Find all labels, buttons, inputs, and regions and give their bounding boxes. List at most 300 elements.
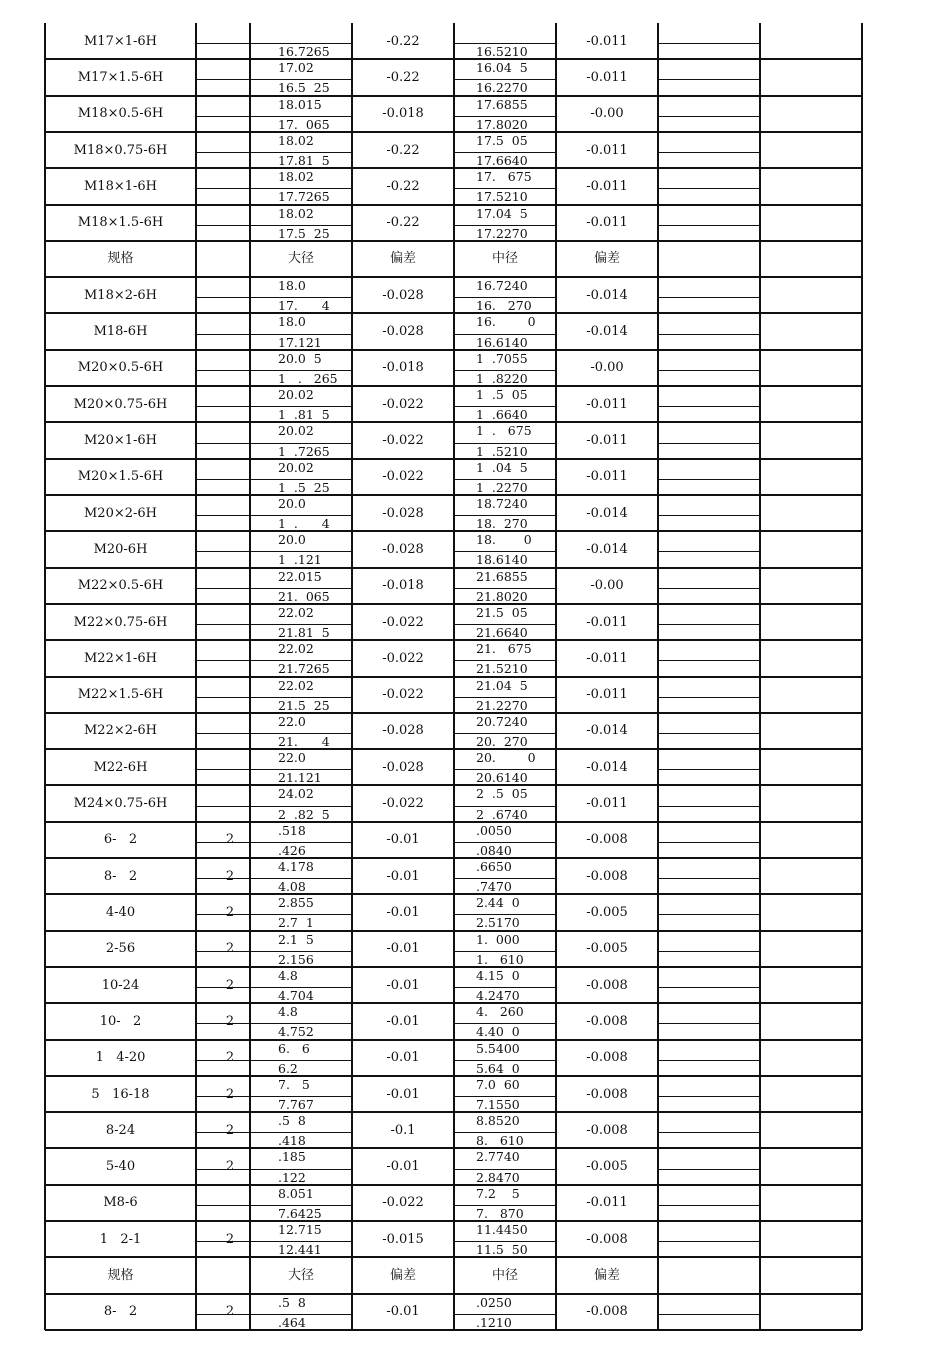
major-diameter-upper: 2.855 <box>278 895 314 911</box>
cell-midline <box>658 443 760 444</box>
spec-label: M22×1-6H <box>83 650 158 666</box>
pitch-deviation: -0.008 <box>586 977 628 993</box>
major-diameter-lower: 12.441 <box>278 1242 322 1258</box>
spec-label: M22-6H <box>93 759 148 775</box>
major-deviation: -0.018 <box>382 360 424 376</box>
cell-midline <box>658 1023 760 1024</box>
major-deviation: -0.018 <box>382 578 424 594</box>
pitch-deviation: -0.014 <box>586 541 628 557</box>
pitch-diameter-upper: 17.5 05 <box>476 132 528 148</box>
pitch-diameter-lower: 18.6140 <box>476 552 528 568</box>
major-diameter-upper: 22.015 <box>278 568 322 584</box>
pitch-diameter-lower: 21.6640 <box>476 625 528 641</box>
spec-label: M18×2-6H <box>83 287 158 303</box>
cell-midline <box>658 697 760 698</box>
cell-midline <box>658 188 760 189</box>
spec-label: M20×0.5-6H <box>77 360 164 376</box>
pitch-diameter-lower: 21.8020 <box>476 588 528 604</box>
pitch-diameter-lower: .0840 <box>476 842 512 858</box>
cell-midline <box>658 79 760 80</box>
pitch-diameter-lower: .1210 <box>476 1314 512 1330</box>
major-diameter-upper: 2.1 5 <box>278 931 314 947</box>
spec-label: 5 16-18 <box>91 1086 150 1102</box>
header-pitch: 中径 <box>491 1268 518 1284</box>
pitch-diameter-lower: 17.5210 <box>476 189 528 205</box>
class-digit: 2 <box>225 1086 235 1102</box>
major-diameter-upper: 18.015 <box>278 96 322 112</box>
spec-label: 10- 2 <box>99 1013 142 1029</box>
pitch-deviation: -0.011 <box>586 178 628 194</box>
major-diameter-lower: 21.81 5 <box>278 625 330 641</box>
major-deviation: -0.028 <box>382 723 424 739</box>
pitch-deviation: -0.011 <box>586 469 628 485</box>
major-diameter-lower: 1 . 265 <box>278 370 338 386</box>
major-deviation: -0.22 <box>386 33 420 49</box>
major-diameter-upper: 20.02 <box>278 423 314 439</box>
pitch-deviation: -0.00 <box>590 106 624 122</box>
pitch-diameter-lower: 16.5210 <box>476 44 528 60</box>
major-diameter-upper: 8.051 <box>278 1185 314 1201</box>
pitch-diameter-upper: 1 .5 05 <box>476 387 528 403</box>
pitch-diameter-lower: 7. 870 <box>476 1205 524 1221</box>
pitch-diameter-upper: 4.15 0 <box>476 967 520 983</box>
spec-label: 10-24 <box>101 977 140 993</box>
pitch-diameter-upper: 2.7740 <box>476 1149 520 1165</box>
major-diameter-lower: 4.752 <box>278 1024 314 1040</box>
pitch-deviation: -0.008 <box>586 1086 628 1102</box>
spec-label: M20×1-6H <box>83 433 158 448</box>
cell-midline <box>658 1060 760 1061</box>
cell-midline <box>658 334 760 335</box>
major-deviation: -0.22 <box>386 178 420 194</box>
major-diameter-lower: .418 <box>278 1133 306 1149</box>
pitch-diameter-lower: 2.5170 <box>476 915 520 931</box>
pitch-diameter-lower: 1. 610 <box>476 951 524 967</box>
cell-midline <box>196 334 352 335</box>
pitch-diameter-upper: .0050 <box>476 822 512 838</box>
pitch-deviation: -0.011 <box>586 796 628 812</box>
major-diameter-upper: .518 <box>278 822 306 838</box>
major-deviation: -0.01 <box>386 1304 420 1320</box>
pitch-diameter-lower: 16. 270 <box>476 298 532 314</box>
spec-label: 8- 2 <box>103 868 138 884</box>
major-diameter-upper: 22.02 <box>278 677 314 693</box>
pitch-deviation: -0.014 <box>586 723 628 739</box>
pitch-deviation: -0.008 <box>586 1304 628 1320</box>
major-diameter-lower: .122 <box>278 1169 306 1185</box>
pitch-diameter-lower: 1 .6640 <box>476 407 528 423</box>
spec-label: 2-56 <box>105 941 136 957</box>
cell-midline <box>196 951 352 952</box>
major-deviation: -0.022 <box>382 650 424 666</box>
major-diameter-lower: 2.156 <box>278 951 314 967</box>
spec-label: M20×2-6H <box>83 505 158 521</box>
spec-label: 1 4-20 <box>95 1050 146 1066</box>
pitch-deviation: -0.014 <box>586 505 628 521</box>
pitch-deviation: -0.005 <box>586 904 628 920</box>
pitch-diameter-upper: 2.44 0 <box>476 895 520 911</box>
pitch-diameter-upper: 7.0 60 <box>476 1076 520 1092</box>
cell-midline <box>196 1205 352 1206</box>
major-diameter-lower: 2 .82 5 <box>278 806 330 822</box>
cell-midline <box>196 1096 352 1097</box>
cell-midline <box>658 914 760 915</box>
pitch-deviation: -0.011 <box>586 687 628 703</box>
major-diameter-lower: 7.767 <box>278 1097 314 1112</box>
pitch-diameter-lower: .7470 <box>476 879 512 895</box>
cell-midline <box>658 297 760 298</box>
pitch-diameter-upper: 17. 675 <box>476 169 532 185</box>
class-digit: 2 <box>225 941 235 957</box>
major-deviation: -0.022 <box>382 433 424 448</box>
class-digit: 2 <box>225 1304 235 1320</box>
major-deviation: -0.022 <box>382 396 424 412</box>
pitch-deviation: -0.011 <box>586 142 628 158</box>
major-diameter-upper: 24.02 <box>278 786 314 802</box>
major-diameter-lower: 16.5 25 <box>278 80 330 96</box>
pitch-diameter-lower: 5.64 0 <box>476 1060 520 1076</box>
pitch-deviation: -0.014 <box>586 324 628 340</box>
major-diameter-lower: .426 <box>278 842 306 858</box>
cell-midline <box>196 551 352 552</box>
class-digit: 2 <box>225 977 235 993</box>
pitch-diameter-lower: 17.6640 <box>476 153 528 169</box>
cell-midline <box>658 479 760 480</box>
major-deviation: -0.018 <box>382 106 424 122</box>
pitch-diameter-lower: 16.2270 <box>476 80 528 96</box>
major-diameter-lower: 16.7265 <box>278 44 330 60</box>
cell-midline <box>658 43 760 44</box>
spec-label: M17×1-6H <box>83 33 158 49</box>
major-diameter-upper: 20.0 <box>278 495 306 511</box>
pitch-diameter-upper: 1. 000 <box>476 931 520 947</box>
major-diameter-lower: 21. 065 <box>278 588 330 604</box>
pitch-deviation: -0.00 <box>590 360 624 376</box>
pitch-deviation: -0.014 <box>586 287 628 303</box>
header-major: 大径 <box>287 251 314 267</box>
major-diameter-lower: 4.08 <box>278 879 306 895</box>
major-diameter-upper: 7. 5 <box>278 1076 310 1092</box>
cell-midline <box>658 1241 760 1242</box>
major-deviation: -0.01 <box>386 1159 420 1175</box>
major-diameter-lower: 17.7265 <box>278 189 330 205</box>
pitch-diameter-upper: 1 . 675 <box>476 423 532 439</box>
spec-label: 6- 2 <box>103 832 138 848</box>
cell-midline <box>658 1205 760 1206</box>
major-diameter-lower: 17.121 <box>278 334 322 350</box>
major-diameter-lower: 1 . 4 <box>278 516 330 532</box>
major-diameter-upper: 22.0 <box>278 750 306 766</box>
pitch-diameter-lower: 8. 610 <box>476 1133 524 1149</box>
cell-midline <box>658 406 760 407</box>
header-major: 大径 <box>287 1268 314 1284</box>
major-diameter-upper: 18.0 <box>278 314 306 330</box>
header-major-dev: 偏差 <box>389 251 416 267</box>
cell-midline <box>658 225 760 226</box>
major-diameter-lower: 21.5 25 <box>278 697 330 713</box>
major-diameter-upper: 20.02 <box>278 459 314 475</box>
spec-label: M22×0.5-6H <box>77 578 164 594</box>
major-deviation: -0.1 <box>390 1122 416 1138</box>
pitch-diameter-lower: 4.2470 <box>476 988 520 1004</box>
major-diameter-lower: 17.5 25 <box>278 225 330 241</box>
cell-midline <box>658 842 760 843</box>
header-major-dev: 偏差 <box>389 1268 416 1284</box>
spec-label: M20×0.75-6H <box>73 396 168 412</box>
major-diameter-lower: 6.2 <box>278 1060 298 1076</box>
cell-midline <box>658 769 760 770</box>
spec-label: 8- 2 <box>103 1304 138 1320</box>
pitch-diameter-upper: 17.6855 <box>476 96 528 112</box>
pitch-deviation: -0.011 <box>586 433 628 448</box>
major-diameter-upper: 22.02 <box>278 641 314 657</box>
spec-label: M20-6H <box>93 541 148 557</box>
spec-label: M22×0.75-6H <box>73 614 168 630</box>
major-diameter-upper: 22.0 <box>278 713 306 729</box>
major-diameter-upper: 4.8 <box>278 967 298 983</box>
pitch-diameter-upper: 21.6855 <box>476 568 528 584</box>
major-deviation: -0.022 <box>382 796 424 812</box>
major-diameter-lower: 1 .7265 <box>278 443 330 459</box>
pitch-diameter-upper: 16. 0 <box>476 314 536 330</box>
cell-midline <box>196 1169 352 1170</box>
major-deviation: -0.01 <box>386 904 420 920</box>
spec-label: M18×0.75-6H <box>73 142 168 158</box>
cell-midline <box>658 116 760 117</box>
major-deviation: -0.01 <box>386 1050 420 1066</box>
pitch-diameter-lower: 17.8020 <box>476 116 528 132</box>
pitch-diameter-upper: 17.04 5 <box>476 205 528 221</box>
major-deviation: -0.22 <box>386 69 420 85</box>
cell-midline <box>196 1060 352 1061</box>
major-deviation: -0.01 <box>386 868 420 884</box>
cell-midline <box>658 588 760 589</box>
pitch-diameter-lower: 18. 270 <box>476 516 528 532</box>
cell-midline <box>196 1314 352 1315</box>
spec-label: M17×1.5-6H <box>77 69 164 85</box>
pitch-diameter-upper: 16.7240 <box>476 278 528 294</box>
major-diameter-upper: 18.02 <box>278 169 314 185</box>
major-deviation: -0.015 <box>382 1231 424 1247</box>
major-deviation: -0.22 <box>386 142 420 158</box>
cell-midline <box>658 152 760 153</box>
table-bottom-border <box>45 1329 862 1331</box>
cell-midline <box>658 951 760 952</box>
major-diameter-upper: 4.8 <box>278 1004 298 1020</box>
cell-midline <box>196 914 352 915</box>
major-diameter-upper: 18.02 <box>278 205 314 221</box>
major-diameter-lower: 21.7265 <box>278 661 330 677</box>
pitch-deviation: -0.011 <box>586 69 628 85</box>
pitch-deviation: -0.008 <box>586 1231 628 1247</box>
class-digit: 2 <box>225 1050 235 1066</box>
cell-midline <box>658 1096 760 1097</box>
class-digit: 2 <box>225 832 235 848</box>
pitch-diameter-upper: 2 .5 05 <box>476 786 528 802</box>
major-deviation: -0.01 <box>386 1086 420 1102</box>
pitch-diameter-upper: 20. 0 <box>476 750 536 766</box>
pitch-diameter-lower: 4.40 0 <box>476 1024 520 1040</box>
major-deviation: -0.01 <box>386 832 420 848</box>
pitch-diameter-lower: 1 .2270 <box>476 479 528 495</box>
pitch-deviation: -0.011 <box>586 650 628 666</box>
pitch-deviation: -0.008 <box>586 832 628 848</box>
spec-label: 1 2-1 <box>99 1231 142 1247</box>
pitch-deviation: -0.014 <box>586 759 628 775</box>
pitch-diameter-upper: 21.04 5 <box>476 677 528 693</box>
pitch-diameter-upper: 21. 675 <box>476 641 532 657</box>
header-pitch: 中径 <box>491 251 518 267</box>
pitch-diameter-upper: 1 .04 5 <box>476 459 528 475</box>
cell-midline <box>658 660 760 661</box>
spec-label: M20×1.5-6H <box>77 469 164 485</box>
major-diameter-lower: 17.81 5 <box>278 153 330 169</box>
major-diameter-upper: 4.178 <box>278 859 314 875</box>
pitch-diameter-upper: 7.2 5 <box>476 1185 520 1201</box>
major-diameter-upper: .185 <box>278 1149 306 1165</box>
major-deviation: -0.022 <box>382 614 424 630</box>
pitch-diameter-upper: 18.7240 <box>476 495 528 511</box>
major-diameter-upper: 20.0 5 <box>278 350 322 366</box>
class-digit: 2 <box>225 904 235 920</box>
pitch-diameter-upper: .6650 <box>476 859 512 875</box>
pitch-diameter-lower: 16.6140 <box>476 334 528 350</box>
major-diameter-upper: 22.02 <box>278 604 314 620</box>
major-deviation: -0.22 <box>386 215 420 231</box>
major-deviation: -0.028 <box>382 287 424 303</box>
cell-midline <box>196 1023 352 1024</box>
pitch-diameter-lower: 21.5210 <box>476 661 528 677</box>
major-diameter-upper: 17.02 <box>278 60 314 76</box>
major-diameter-lower: 21. 4 <box>278 733 330 749</box>
pitch-deviation: -0.011 <box>586 215 628 231</box>
cell-midline <box>658 370 760 371</box>
cell-midline <box>658 551 760 552</box>
pitch-diameter-lower: 20.6140 <box>476 770 528 786</box>
major-diameter-upper: 18.0 <box>278 278 306 294</box>
spec-label: 5-40 <box>105 1159 136 1175</box>
major-deviation: -0.028 <box>382 541 424 557</box>
pitch-diameter-upper: 1 .7055 <box>476 350 528 366</box>
cell-midline <box>196 1132 352 1133</box>
class-digit: 2 <box>225 868 235 884</box>
spec-label: M24×0.75-6H <box>73 796 168 812</box>
major-deviation: -0.022 <box>382 1195 424 1211</box>
pitch-deviation: -0.011 <box>586 1195 628 1211</box>
pitch-diameter-lower: 17.2270 <box>476 225 528 241</box>
major-deviation: -0.022 <box>382 469 424 485</box>
major-diameter-upper: 20.02 <box>278 387 314 403</box>
spec-label: 8-24 <box>105 1122 136 1138</box>
major-deviation: -0.01 <box>386 977 420 993</box>
spec-label: M22×1.5-6H <box>77 687 164 703</box>
major-diameter-upper: .5 8 <box>278 1113 306 1129</box>
pitch-diameter-upper: 18. 0 <box>476 532 532 548</box>
class-digit: 2 <box>225 1159 235 1175</box>
pitch-diameter-lower: 7.1550 <box>476 1097 520 1112</box>
major-diameter-lower: 4.704 <box>278 988 314 1004</box>
pitch-diameter-lower: 1 .5210 <box>476 443 528 459</box>
header-spec: 规格 <box>107 251 134 267</box>
class-digit: 2 <box>225 1231 235 1247</box>
class-digit: 2 <box>225 1013 235 1029</box>
cell-midline <box>196 769 352 770</box>
major-diameter-lower: .464 <box>278 1314 306 1330</box>
cell-midline <box>658 624 760 625</box>
header-spec: 规格 <box>107 1268 134 1284</box>
major-diameter-lower: 17. 065 <box>278 116 330 132</box>
pitch-deviation: -0.00 <box>590 578 624 594</box>
pitch-deviation: -0.008 <box>586 1122 628 1138</box>
pitch-deviation: -0.005 <box>586 941 628 957</box>
pitch-diameter-upper: .0250 <box>476 1294 512 1310</box>
pitch-deviation: -0.011 <box>586 614 628 630</box>
pitch-diameter-upper: 20.7240 <box>476 713 528 729</box>
pitch-diameter-upper: 8.8520 <box>476 1113 520 1129</box>
cell-midline <box>196 878 352 879</box>
pitch-diameter-upper: 11.4450 <box>476 1222 528 1238</box>
major-diameter-lower: 1 .121 <box>278 552 322 568</box>
spec-label: M18×1.5-6H <box>77 215 164 231</box>
pitch-diameter-lower: 2.8470 <box>476 1169 520 1185</box>
major-deviation: -0.01 <box>386 1013 420 1029</box>
major-diameter-upper: 12.715 <box>278 1222 322 1238</box>
major-deviation: -0.01 <box>386 941 420 957</box>
pitch-diameter-lower: 1 .8220 <box>476 370 528 386</box>
cell-midline <box>658 1132 760 1133</box>
major-deviation: -0.028 <box>382 324 424 340</box>
pitch-deviation: -0.008 <box>586 1050 628 1066</box>
cell-midline <box>196 842 352 843</box>
spec-label: 4-40 <box>105 904 136 920</box>
cell-midline <box>658 878 760 879</box>
pitch-deviation: -0.005 <box>586 1159 628 1175</box>
major-diameter-lower: 1 .81 5 <box>278 407 330 423</box>
spec-label: M18×0.5-6H <box>77 106 164 122</box>
major-diameter-lower: 7.6425 <box>278 1205 322 1221</box>
cell-midline <box>196 1241 352 1242</box>
major-diameter-lower: 1 .5 25 <box>278 479 330 495</box>
major-deviation: -0.022 <box>382 687 424 703</box>
cell-midline <box>658 515 760 516</box>
pitch-deviation: -0.011 <box>586 396 628 412</box>
pitch-diameter-upper: 4. 260 <box>476 1004 524 1020</box>
header-pitch-dev: 偏差 <box>593 251 620 267</box>
major-diameter-lower: 2.7 1 <box>278 915 314 931</box>
cell-midline <box>658 733 760 734</box>
class-digit: 2 <box>225 1122 235 1138</box>
spec-label: M8-6 <box>103 1195 138 1211</box>
pitch-diameter-lower: 20. 270 <box>476 733 528 749</box>
cell-midline <box>658 987 760 988</box>
major-deviation: -0.028 <box>382 759 424 775</box>
spec-label: M18-6H <box>93 324 148 340</box>
cell-midline <box>658 1314 760 1315</box>
pitch-deviation: -0.008 <box>586 868 628 884</box>
major-diameter-upper: 18.02 <box>278 132 314 148</box>
major-diameter-upper: .5 8 <box>278 1294 306 1310</box>
major-deviation: -0.028 <box>382 505 424 521</box>
cell-midline <box>196 987 352 988</box>
cell-midline <box>658 1169 760 1170</box>
pitch-diameter-upper: 21.5 05 <box>476 604 528 620</box>
pitch-deviation: -0.011 <box>586 33 628 49</box>
cell-midline <box>658 806 760 807</box>
pitch-diameter-lower: 2 .6740 <box>476 806 528 822</box>
header-pitch-dev: 偏差 <box>593 1268 620 1284</box>
major-diameter-upper: 6. 6 <box>278 1040 310 1056</box>
major-diameter-lower: 17. 4 <box>278 298 330 314</box>
